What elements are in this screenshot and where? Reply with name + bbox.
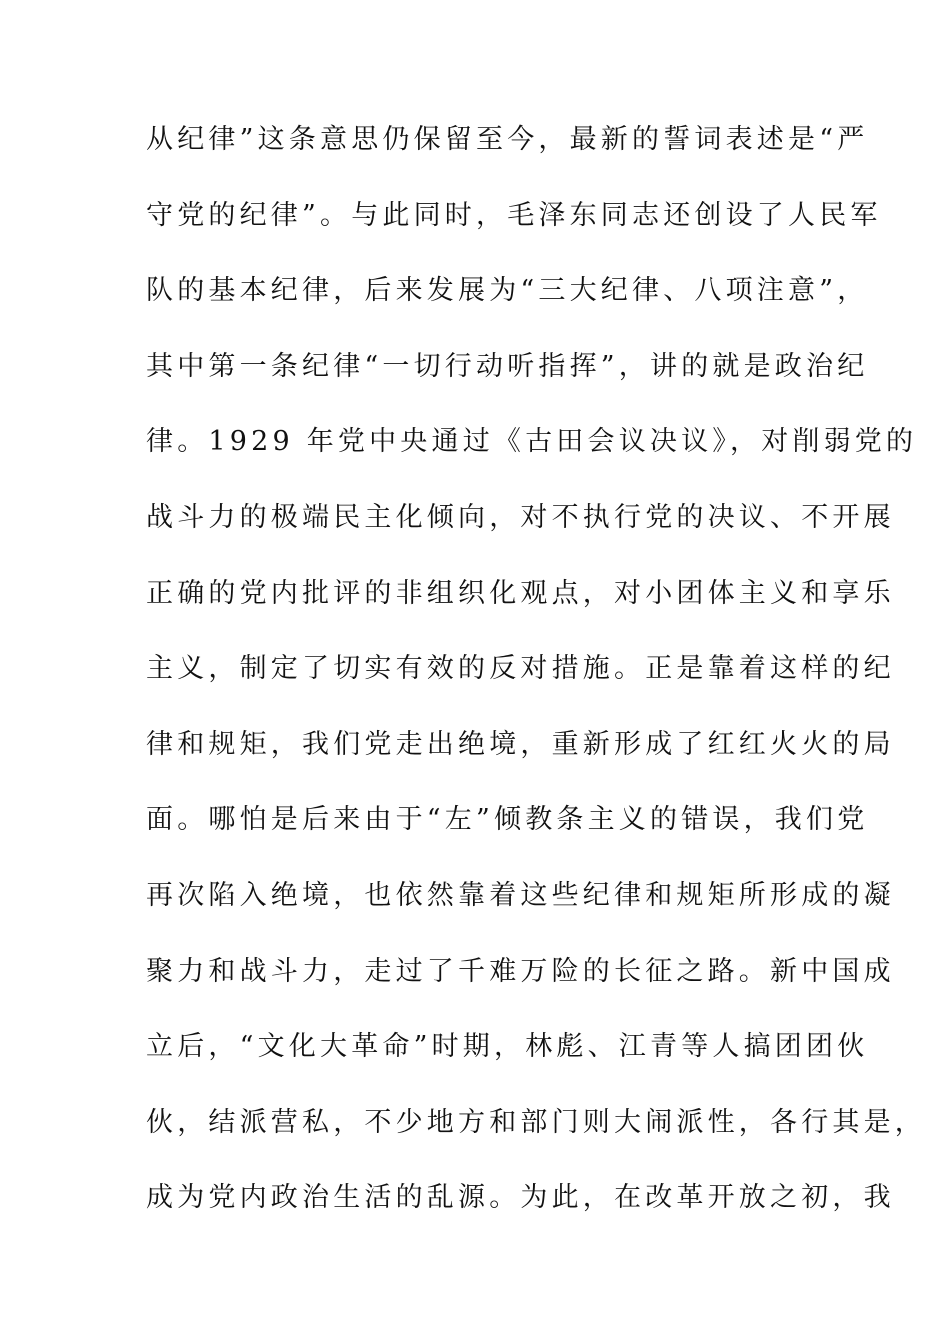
text-line: 正确的党内批评的非组织化观点，对小团体主义和享乐 [146,577,895,609]
text-line: 聚力和战斗力，走过了千难万险的长征之路。新中国成 [146,955,895,987]
text-line: 主义，制定了切实有效的反对措施。正是靠着这样的纪 [146,653,895,685]
text-line: 律和规矩，我们党走出绝境，重新形成了红红火火的局 [146,728,895,760]
text-line: 律。1929 年党中央通过《古田会议决议》，对削弱党的 [146,426,918,458]
text-line: 成为党内政治生活的乱源。为此，在改革开放之初，我 [146,1182,895,1214]
body-text [146,122,926,1256]
text-line: 再次陷入绝境，也依然靠着这些纪律和规矩所形成的凝 [146,879,895,911]
text-line: 队的基本纪律，后来发展为“三大纪律、八项注意”， [146,275,869,307]
text-line: 立后，“文化大革命”时期，林彪、江青等人搞团团伙 [146,1031,869,1063]
text-line: 面。哪怕是后来由于“左”倾教条主义的错误，我们党 [146,804,869,836]
text-line: 伙，结派营私，不少地方和部门则大闹派性，各行其是， [146,1106,926,1138]
text-line: 守党的纪律”。与此同时，毛泽东同志还创设了人民军 [146,199,882,231]
text-line: 从纪律”这条意思仍保留至今，最新的誓词表述是“严 [146,124,869,155]
text-line: 其中第一条纪律“一切行动听指挥”，讲的就是政治纪 [146,350,869,382]
text-line: 战斗力的极端民主化倾向，对不执行党的决议、不开展 [146,501,895,533]
